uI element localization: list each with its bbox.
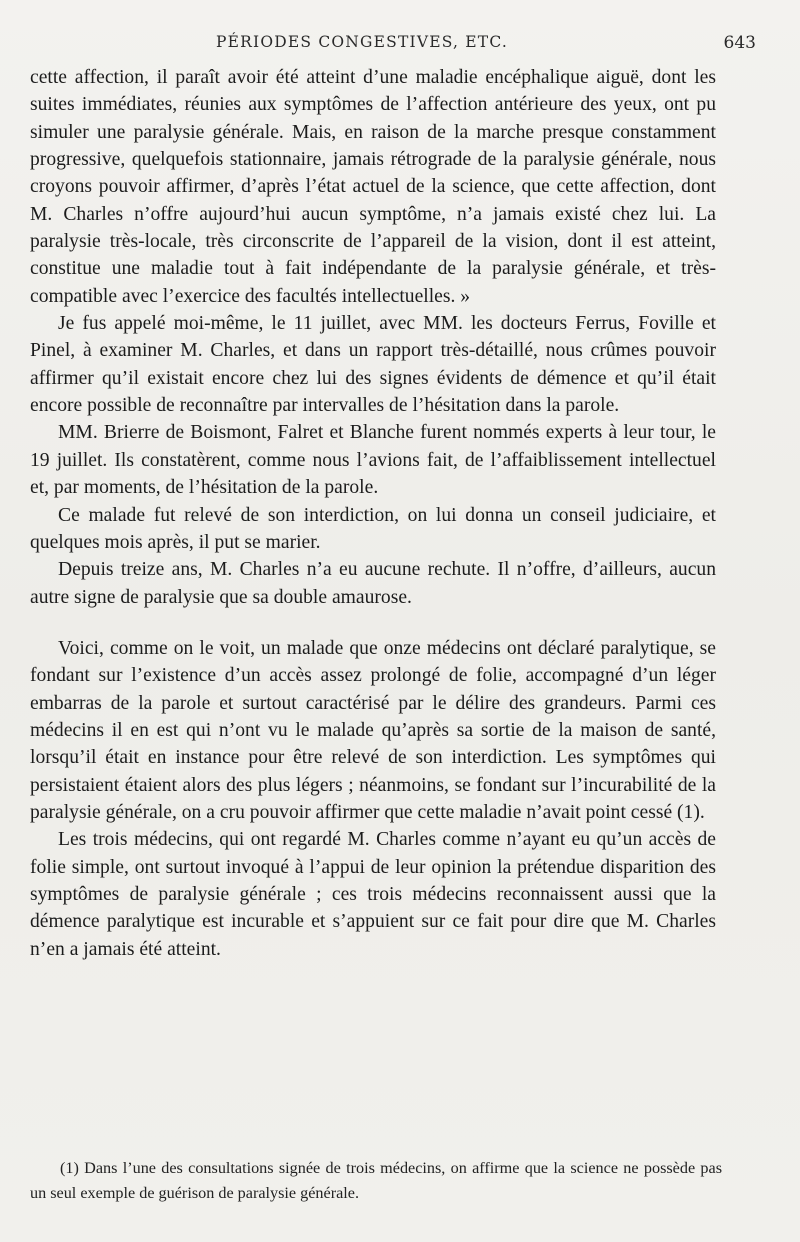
paragraph: Je fus appelé moi-même, le 11 juillet, avec MM. les docteurs Ferrus, Foville et Pinel, à examiner M. Charles, et dans un rapport très-détaillé, nous crûmes pouvoir affirmer qu’il existait encore chez lui des signes évidents de démence et qu’il était encore possible de reconnaître par intervalles de l’hésitation dans la parole.	[30, 313, 716, 417]
running-title: PÉRIODES CONGESTIVES, ETC.	[216, 33, 508, 51]
paragraph: Les trois médecins, qui ont regardé M. Charles comme n’ayant eu qu’un accès de folie simple, ont surtout invoqué à l’appui de leur opinion la prétendue disparition des symptômes de paralysie générale ; ces trois médecins reconnaissent aussi que la démence paralytique est incurable et s’appuient sur ce fait pour dire que M. Charles n’en a jamais été atteint.	[30, 829, 716, 960]
paragraph: Voici, comme on le voit, un malade que onze médecins ont déclaré paralytique, se fondant sur l’existence d’un accès assez prolongé de folie, accompagné d’un léger embarras de la parole et surtout caractérisé par le délire des grandeurs. Parmi ces médecins il en est qui n’ont vu le malade qu’après sa sortie de la maison de santé, lorsqu’il était en instance pour être relevé de son interdiction. Les symptômes qui persistaient étaient alors des plus légers ; néanmoins, se fondant sur l’incurabilité de la paralysie générale, on a cru pouvoir affirmer que cette maladie n’avait point cessé (1).	[30, 637, 716, 823]
body-text	[30, 64, 716, 963]
paragraph: Ce malade fut relevé de son interdiction, on lui donna un conseil judiciaire, et quelques mois après, il put se marier.	[30, 504, 716, 553]
paragraph-continued: cette affection, il paraît avoir été atteint d’une maladie encéphalique aiguë, dont les suites immédiates, réunies aux symptômes de l’affection antérieure des yeux, ont pu simuler une paralysie générale. Mais, en raison de la marche presque constamment progressive, quelquefois stationnaire, jamais rétrograde de la paralysie générale, nous croyons pouvoir affirmer, d’après l’état actuel de la science, que cette affection, dont M. Charles n’offre aujourd’hui aucun symptôme, n’a jamais existé chez lui. La paralysie très-locale, très circonscrite de l’appareil de la vision, dont il est atteint, constitue une maladie tout à fait indépendante de la paralysie générale, et très-compatible avec l’exercice des facultés intellectuelles. »	[30, 67, 716, 307]
footnote: (1) Dans l’une des consultations signée de trois médecins, on affirme que la science ne possède pas un seul exemple de guérison de paralysie générale.	[30, 1159, 722, 1202]
paragraph: MM. Brierre de Boismont, Falret et Blanche furent nommés experts à leur tour, le 19 juillet. Ils constatèrent, comme nous l’avions fait, de l’affaiblissement intellectuel et, par moments, de l’hésitation de la parole.	[30, 422, 716, 499]
paragraph: Depuis treize ans, M. Charles n’a eu aucune rechute. Il n’offre, d’ailleurs, aucun autre signe de paralysie que sa double amaurose.	[30, 559, 716, 608]
page-number: 643	[723, 33, 756, 53]
page-header	[30, 33, 770, 59]
